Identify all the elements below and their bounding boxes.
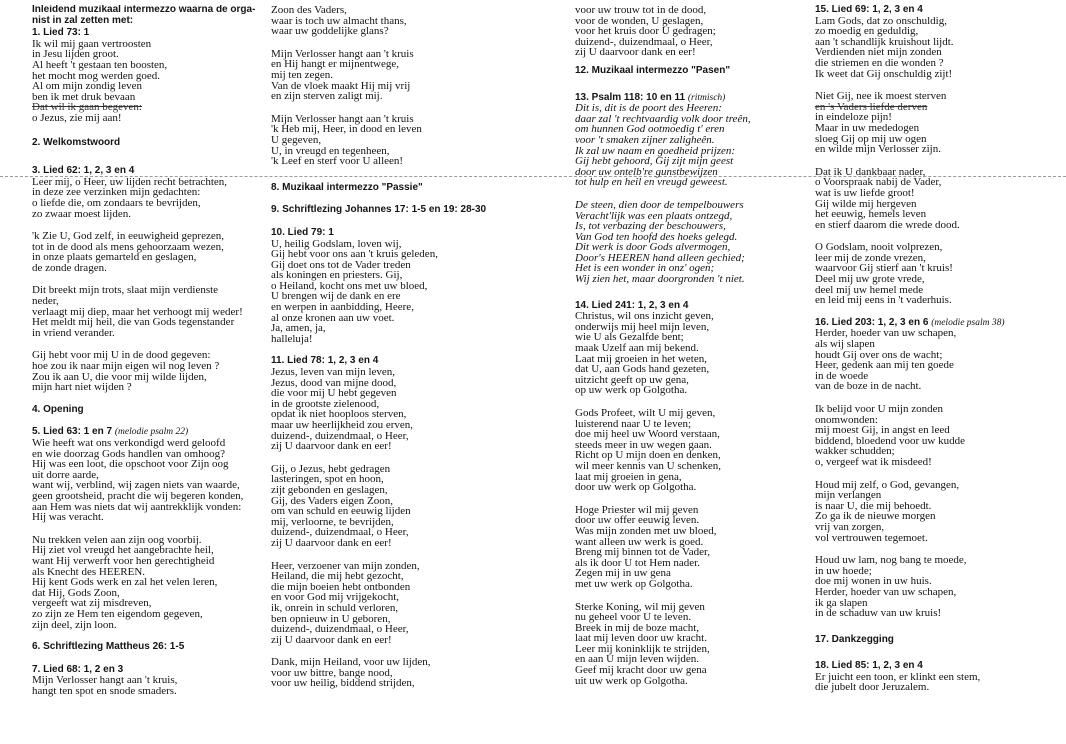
intro-block — [32, 5, 264, 26]
verse-line: om hunnen God ootmoedig t' eren — [575, 123, 725, 136]
verse-line: Hoge Priester wil mij geven — [575, 503, 699, 516]
verse-line: Heer, verzoener van mijn zonden, — [271, 559, 420, 572]
lied-241-heading: 14. Lied 241: 1, 2, 3 en 4 — [575, 299, 689, 311]
stanza — [575, 602, 807, 687]
column-3 — [575, 5, 807, 744]
melody-note: (ritmisch) — [687, 92, 726, 103]
verse-line: De steen, dien door de tempelbouwers — [575, 198, 744, 211]
stanza — [815, 167, 1055, 231]
verse-line: Veracht'lijk was een plaats ontzegd, — [575, 209, 733, 222]
verse-line: o liefde die, om zondaars te bevrijden, — [32, 196, 201, 209]
verse-line: als Knecht des HEEREN. — [32, 565, 146, 578]
verse-line: onomwonden: — [815, 413, 878, 426]
verse-line: Was mijn zonden met uw bloed, — [575, 524, 717, 537]
lied-69-heading: 15. Lied 69: 1, 2, 3 en 4 — [815, 5, 923, 15]
verse-line: want Hij verwerft voor hen gerechtigheid — [32, 554, 215, 567]
verse-line: en 's Vaders liefde derven — [815, 100, 928, 113]
intermezzo-pasen-heading: 12. Muzikaal intermezzo "Pasen" — [575, 64, 731, 76]
psalm-118-block — [575, 93, 807, 188]
verse-line: door uw ontelb're gunstbewijzen — [575, 165, 718, 178]
verse-line: Zoon des Vaders, — [271, 5, 347, 16]
verse-line: Er juicht een toon, er klinkt een stem, — [815, 670, 981, 683]
stanza — [32, 535, 264, 630]
verse-line: die striemen en die wonden ? — [815, 56, 944, 69]
stanza — [271, 561, 515, 646]
intermezzo-passie-block — [271, 183, 515, 194]
verse-line: U brengen wij de dank en ere — [271, 290, 401, 303]
verse-line: neder, — [32, 295, 59, 308]
verse-line: voor uw heilig, biddend strijden, — [271, 677, 415, 690]
verse-line: wil meer kennis van U schenken, — [575, 459, 722, 472]
verse-line: Houd mij zelf, o God, gevangen, — [815, 478, 960, 491]
verse-line: Zegen mij in uw gena — [575, 567, 671, 580]
verse-line: in de schaduw van uw kruis! — [815, 607, 942, 620]
stanza — [271, 657, 515, 689]
melody-note: (melodie psalm 22) — [114, 427, 189, 438]
verse-line: dat U, aan Gods hand gezeten, — [575, 363, 710, 376]
verse-line: in uw hoede; — [815, 564, 872, 577]
verse-line: Heer, gedenk aan mij ten goede — [815, 359, 954, 372]
verse-line: Ik weet dat Gij onschuldig zijt! — [815, 67, 953, 80]
stanza — [815, 480, 1055, 544]
verse-line: Zo ga ik de nieuwe morgen — [815, 510, 936, 523]
verse-line: Is, tot verbazing der beschouwers, — [575, 220, 726, 233]
verse-line: duizend-, duizendmaal, o Heer, — [575, 35, 713, 48]
melody-note: (melodie psalm 38) — [931, 317, 1005, 328]
dankzegging-block — [815, 635, 1055, 646]
verse-line: duizend-, duizendmaal, o Heer, — [271, 526, 409, 539]
verse-line: nu geheel voor U te leven. — [575, 611, 692, 624]
lied-62-block — [32, 166, 264, 219]
verse-line: zij U daarvoor dank en eer! — [271, 536, 392, 549]
verse-line: door uw offer eeuwig leven. — [575, 514, 700, 527]
lied-63-title: 5. Lied 63: 1 en 7 — [32, 426, 113, 438]
lied-63-block — [32, 427, 264, 522]
verse-line: leer mij de zonde vrezen, — [815, 251, 926, 264]
verse-line: U gegeven, — [271, 133, 322, 146]
verse-line: U, in vreugd en tegenheen, — [271, 144, 390, 157]
welkomstwoord-heading: 2. Welkomstwoord — [32, 136, 121, 148]
verse-line: Mijn Verlosser hangt aan 't kruis, — [32, 674, 178, 687]
verse-line: voor uw bittre, bange nood, — [271, 666, 393, 679]
verse-line: Ik belijd voor U mijn zonden — [815, 403, 944, 415]
lied-62-heading: 3. Lied 62: 1, 2, 3 en 4 — [32, 165, 135, 177]
verse-line: tot hulp en heil en vreugd geweest. — [575, 176, 728, 189]
opening-heading: 4. Opening — [32, 403, 84, 415]
verse-line: Deel mij uw grote vrede, — [815, 273, 925, 286]
verse-line: Christus, wil ons inzicht geven, — [575, 310, 714, 323]
verse-line: zijn deel, zijn loon. — [32, 618, 117, 631]
verse-line: laat mij leven door uw kracht. — [575, 632, 707, 645]
verse-line: 'k Leef en sterf voor U alleen! — [271, 155, 404, 168]
verse-line: voor het kruis door U gedragen; — [575, 25, 716, 38]
verse-line: Van de vloek maakt Hij mij vrij — [271, 79, 411, 92]
verse-line: en aan U mijn leven wijden. — [575, 653, 700, 666]
verse-line: 'k Heb mij, Heer, in dood en leven — [271, 123, 422, 136]
verse-line: Maar in uw mededogen — [815, 121, 920, 134]
verse-line: waarvoor Gij stierf aan 't kruis! — [815, 262, 953, 275]
verse-line: o, vergeef wat ik misdeed! — [815, 455, 932, 468]
verse-line: Ja, amen, ja, — [271, 322, 326, 335]
verse-line: Hij ziet vol vreugd het aangebrachte heil, — [32, 544, 214, 557]
verse-line: mijn verlangen — [815, 489, 882, 502]
verse-line: Het is een wonder in onz' ogen; — [575, 262, 715, 275]
verse-line: aan Hem was niets dat wij aantrekklijk vonden: — [32, 500, 242, 513]
verse-line: Herder, hoeder van uw schapen, — [815, 327, 957, 340]
intro-heading-line-1: Inleidend muzikaal intermezzo waarna de orga- — [32, 5, 256, 15]
verse-line: Geef mij kracht door uw gena — [575, 664, 707, 677]
verse-line: Gods Profeet, wilt U mij geven, — [575, 407, 716, 419]
verse-line: vergeeft wat zij misdreven, — [32, 597, 152, 610]
verse-line: Niet Gij, nee ik moest sterven — [815, 90, 947, 103]
verse-line: in de grootste zielenood, — [271, 397, 380, 410]
verse-line: vol vertrouwen tegemoet. — [815, 531, 928, 544]
verse-line: doe mij wonen in uw huis. — [815, 575, 932, 588]
verse-line: is naar U, die mij behoedt. — [815, 499, 932, 512]
verse-line: Leer mij, o Heer, uw lijden recht betrachten, — [32, 175, 228, 188]
stanza — [815, 555, 1055, 619]
verse-line: Dit breekt mijn trots, slaat mijn verdienste — [32, 284, 219, 297]
verse-line: Laat mij groeien in het weten, — [575, 352, 707, 365]
stanza — [575, 408, 807, 493]
verse-line: ik ga slapen — [815, 596, 868, 609]
verse-line: Door's HEEREN hand alleen gechied; — [575, 251, 745, 264]
verse-line: uit dorre aarde, — [32, 468, 99, 481]
opening-block — [32, 405, 264, 416]
verse-line: Jezus, dood van mijne dood, — [271, 376, 397, 389]
verse-line: Sterke Koning, wil mij geven — [575, 600, 705, 613]
verse-line: ben ik met druk bevaan — [32, 90, 136, 103]
verse-line: o Heiland, kocht ons met uw bloed, — [271, 279, 428, 292]
verse-line: aan 't schandlijk kruishout lijdt. — [815, 35, 954, 48]
verse-line: 'k Zie U, God zelf, in eeuwigheid geprezen, — [32, 230, 224, 243]
verse-line: dat Hij, Gods Zoon, — [32, 586, 120, 599]
stanza — [815, 242, 1055, 306]
verse-line: van de boze in de nacht. — [815, 380, 922, 393]
verse-line: Gij hebt gehoord, Gij zijt mijn geest — [575, 155, 734, 168]
verse-line: maak Uzelf aan mij bekend. — [575, 342, 699, 355]
lied-68-block — [32, 665, 264, 697]
verse-line: Van God ten hoofd des hoeks gelegd. — [575, 230, 738, 243]
verse-line: en Hij hangt er mijnentwege, — [271, 58, 399, 71]
lied-79-heading: 10. Lied 79: 1 — [271, 226, 334, 238]
verse-line: mij, verloorne, te bevrijden, — [271, 515, 394, 528]
verse-line: Dit is, dit is de poort des Heeren: — [575, 102, 722, 115]
verse-line: ik, onrein in schuld verloren, — [271, 601, 399, 614]
verse-line: Mijn Verlosser hangt aan 't kruis — [271, 47, 414, 60]
verse-line: op uw werk op Golgotha. — [575, 384, 688, 397]
verse-line: Nu trekken velen aan zijn oog voorbij. — [32, 533, 202, 546]
verse-line: luisterend naar U te leven; — [575, 417, 692, 430]
stanza — [32, 285, 264, 338]
lied-78-block — [271, 356, 515, 451]
welkomstwoord-block — [32, 138, 264, 149]
intermezzo-passie-heading: 8. Muzikaal intermezzo "Passie" — [271, 181, 423, 193]
column-2 — [271, 5, 515, 744]
lied-73-block — [32, 28, 264, 123]
verse-line: Lam Gods, dat zo onschuldig, — [815, 14, 947, 27]
verse-line: Jezus, leven van mijn leven, — [271, 366, 396, 379]
verse-line: zij U daarvoor dank en eer! — [271, 633, 392, 646]
verse-line: en zijn sterven zaligt mij. — [271, 90, 383, 103]
verse-line: Gij hebt voor ons aan 't kruis geleden, — [271, 248, 438, 261]
verse-line: wat is uw liefde groot! — [815, 186, 915, 199]
verse-line: Richt op U mijn doen en denken, — [575, 449, 721, 462]
verse-line: Gij, des Vaders eigen Zoon, — [271, 494, 393, 507]
verse-line: uit uw werk op Golgotha. — [575, 674, 688, 687]
schriftlezing-johannes-heading: 9. Schriftlezing Johannes 17: 1-5 en 19: 28-30 — [271, 204, 487, 216]
schriftlezing-mattheus-block — [32, 642, 264, 653]
verse-line: opdat ik niet hooploos sterven, — [271, 408, 407, 421]
stanza — [271, 5, 515, 37]
verse-line: biddend, bloedend voor uw kudde — [815, 434, 965, 447]
verse-line: waar is toch uw almacht thans, — [271, 14, 407, 27]
verse-line: en voor God mij vrijgekocht, — [271, 591, 400, 604]
verse-line: Al om mijn zondig leven — [32, 80, 142, 93]
verse-line: Ik wil mij gaan vertroosten — [32, 37, 152, 50]
verse-line: hoe zou ik naar mijn eigen wil nog leven ? — [32, 360, 220, 373]
verse-line: en leid mij eens in 't vaderhuis. — [815, 294, 952, 307]
verse-line: Ik zal uw naam en goedheid prijzen: — [575, 144, 736, 157]
verse-line: O Godslam, nooit volprezen, — [815, 241, 943, 254]
intermezzo-pasen-block — [575, 66, 807, 77]
verse-line: Breng mij binnen tot de Vader, — [575, 546, 710, 559]
lied-203-block — [815, 318, 1055, 392]
verse-line: Mijn Verlosser hangt aan 't kruis — [271, 112, 414, 125]
verse-line: zijt gebonden en geslagen, — [271, 483, 388, 496]
verse-line: Gij hebt voor mij U in de dood gegeven: — [32, 349, 211, 362]
verse-line: als ik door U tot Hem nader. — [575, 556, 700, 569]
lied-79-block — [271, 228, 515, 345]
verse-line: voor uw trouw tot in de dood, — [575, 5, 707, 16]
stanza — [32, 231, 264, 273]
verse-line: duizend-, duizendmaal, o Heer, — [271, 429, 409, 442]
lied-241-block — [575, 301, 807, 396]
verse-line: mij ten zegen. — [271, 68, 334, 81]
lied-78-heading: 11. Lied 78: 1, 2, 3 en 4 — [271, 355, 379, 367]
schriftlezing-mattheus-heading: 6. Schriftlezing Mattheus 26: 1-5 — [32, 641, 185, 653]
stanza — [815, 404, 1055, 468]
verse-line: vrij van zorgen, — [815, 520, 885, 533]
verse-line: Wij zien het, maar doorgronden 't niet. — [575, 273, 745, 286]
verse-line: Al heeft 't gestaan ten boosten, — [32, 58, 168, 71]
verse-line: Gij doet ons tot de Vader treden — [271, 258, 411, 271]
verse-line: Dank, mijn Heiland, voor uw lijden, — [271, 656, 431, 669]
verse-line: zo moedig en geduldig, — [815, 25, 919, 38]
verse-line: deel mij uw hemel mede — [815, 283, 924, 296]
stanza — [575, 5, 807, 58]
verse-line: in deze zee verzinken mijn gedachten: — [32, 186, 201, 199]
verse-line: voor de wonden, U geslagen, — [575, 14, 704, 27]
verse-line: in Jesu lijden groot. — [32, 48, 119, 61]
column-1 — [32, 5, 264, 744]
stanza — [32, 350, 264, 392]
verse-line: in vriend verander. — [32, 326, 115, 339]
verse-line: door uw werk op Golgotha. — [575, 481, 697, 494]
verse-line: steeds meer in uw wegen gaan. — [575, 438, 712, 451]
verse-line: zij U daarvoor dank en eer! — [271, 440, 392, 453]
verse-line: zij U daarvoor dank en eer! — [575, 46, 696, 59]
verse-line: Wie heeft wat ons verkondigd werd geloofd — [32, 437, 226, 449]
verse-line: om van schuld en eeuwig lijden — [271, 505, 411, 518]
intro-heading-line-2: nist in zal zetten met: — [32, 14, 134, 26]
verse-line: zo zijn ze Hem ten eigendom gegeven, — [32, 607, 203, 620]
dankzegging-heading: 17. Dankzegging — [815, 633, 894, 645]
verse-line: al onze kronen aan uw voet. — [271, 311, 395, 324]
verse-line: duizend-, duizendmaal, o Heer, — [271, 623, 409, 636]
verse-line: halleluja! — [271, 332, 313, 345]
verse-line: want alleen uw werk is goed. — [575, 535, 704, 548]
verse-line: o Voorspraak nabij de Vader, — [815, 176, 942, 189]
verse-line: Leer mij koninklijk te strijden, — [575, 642, 710, 655]
stanza — [271, 114, 515, 167]
verse-line: Hij was veracht. — [32, 511, 104, 524]
verse-line: en wie doorzag Gods handlen van omhoog? — [32, 447, 226, 460]
verse-line: Het meldt mij heil, die van Gods tegenstander — [32, 316, 235, 329]
lied-85-heading: 18. Lied 85: 1, 2, 3 en 4 — [815, 660, 923, 672]
verse-line: die mijn boeien hebt ontbonden — [271, 580, 411, 593]
verse-line: Heiland, die mij hebt gezocht, — [271, 570, 404, 583]
verse-line: wakker schudden; — [815, 445, 895, 458]
verse-line: Hij kent Gods werk en zal het velen leren, — [32, 576, 218, 589]
verse-line: Zou ik aan U, die voor mij wilde lijden, — [32, 370, 207, 383]
verse-line: geen grootsheid, pracht die wij begeren konden, — [32, 489, 244, 502]
verse-line: en stierf daarom die wrede dood. — [815, 218, 960, 231]
verse-line: Dat ik U dankbaar nader, — [815, 165, 926, 178]
verse-line: ben opnieuw in U geboren, — [271, 612, 391, 625]
verse-line: sloeg Gij op mij uw ogen — [815, 132, 927, 145]
verse-line: want wij, verblind, wij zagen niets van waarde, — [32, 479, 240, 492]
stanza — [271, 49, 515, 102]
verse-line: Herder, hoeder van uw schapen, — [815, 585, 957, 598]
verse-line: en werpen in aanbidding, Heere, — [271, 301, 414, 314]
column-4 — [815, 5, 1055, 744]
verse-line: hangt ten spot en snode smaders. — [32, 684, 177, 697]
verse-line: Breek in mij de boze macht, — [575, 621, 700, 634]
verse-line: het eeuwig, hemels leven — [815, 208, 927, 221]
verse-line: doe mij heel uw Woord verstaan, — [575, 428, 720, 441]
verse-line: verlaagt mij diep, maar het verhoogt mij weder! — [32, 305, 243, 318]
stanza — [575, 505, 807, 590]
verse-line: houdt Gij over ons de wacht; — [815, 348, 943, 361]
lied-203-title: 16. Lied 203: 1, 2, 3 en 6 — [815, 316, 929, 328]
verse-line: waar uw goddelijke glans? — [271, 25, 389, 38]
verse-line: Dat wil ik gaan begeven: — [32, 101, 142, 114]
verse-line: Hij was een loot, die opschoot voor Zijn oog — [32, 458, 229, 471]
stanza — [575, 200, 807, 285]
verse-line: laat mij groeien in gena, — [575, 470, 682, 483]
verse-line: in eindeloze pijn! — [815, 111, 892, 124]
verse-line: als koningen en priesters. Gij, — [271, 269, 403, 282]
verse-line: in de woede — [815, 369, 869, 382]
verse-line: daar zal 't rechtvaardig volk door treên, — [575, 112, 751, 125]
verse-line: met uw werk op Golgotha. — [575, 577, 693, 590]
verse-line: onderwijs mij heel mijn leven, — [575, 320, 710, 333]
lied-68-heading: 7. Lied 68: 1, 2 en 3 — [32, 663, 124, 675]
verse-line: de zonde dragen. — [32, 261, 107, 274]
verse-line: U, heilig Godslam, loven wij, — [271, 237, 402, 250]
lied-73-heading: 1. Lied 73: 1 — [32, 27, 90, 39]
verse-line: die voor mij U hebt gegeven — [271, 387, 397, 400]
verse-line: Gij wilde mij hergeven — [815, 197, 917, 210]
lied-69-block — [815, 5, 1055, 79]
verse-line: tot in de dood als mens gehoorzaam wezen, — [32, 240, 224, 253]
verse-line: Dit werk is door Gods alvermogen, — [575, 241, 731, 254]
verse-line: als wij slapen — [815, 338, 875, 351]
verse-line: mijn hart niet wijden ? — [32, 381, 132, 394]
lied-85-block — [815, 661, 1055, 693]
verse-line: en wilde mijn Verlosser zijn. — [815, 143, 941, 156]
verse-line: mij moest Gij, in angst en leed — [815, 424, 950, 437]
verse-line: die jubelt door Jeruzalem. — [815, 681, 930, 694]
schriftlezing-johannes-block — [271, 205, 515, 216]
verse-line: o Jezus, zie mij aan! — [32, 111, 122, 124]
verse-line: Verdienden niet mijn zonden — [815, 46, 942, 59]
verse-line: wie U als Gezalfde bent; — [575, 331, 684, 344]
verse-line: Houd uw lam, nog bang te moede, — [815, 554, 967, 567]
verse-line: zo zwaar moest lijden. — [32, 207, 131, 220]
psalm-118-title: 13. Psalm 118: 10 en 11 — [575, 91, 686, 103]
verse-line: maar uw heerlijkheid zou erven, — [271, 419, 414, 431]
verse-line: voor 't smaken zijner zaligheên. — [575, 133, 715, 146]
verse-line: in onze plaats gemarteld en geslagen, — [32, 251, 197, 264]
verse-line: uitzicht geeft op uw gena, — [575, 373, 689, 386]
verse-line: lasteringen, spot en hoon, — [271, 473, 384, 486]
stanza — [271, 464, 515, 549]
stanza — [815, 91, 1055, 155]
verse-line: Gij, o Jezus, hebt gedragen — [271, 462, 391, 475]
verse-line: het mocht mog werden goed. — [32, 69, 160, 82]
